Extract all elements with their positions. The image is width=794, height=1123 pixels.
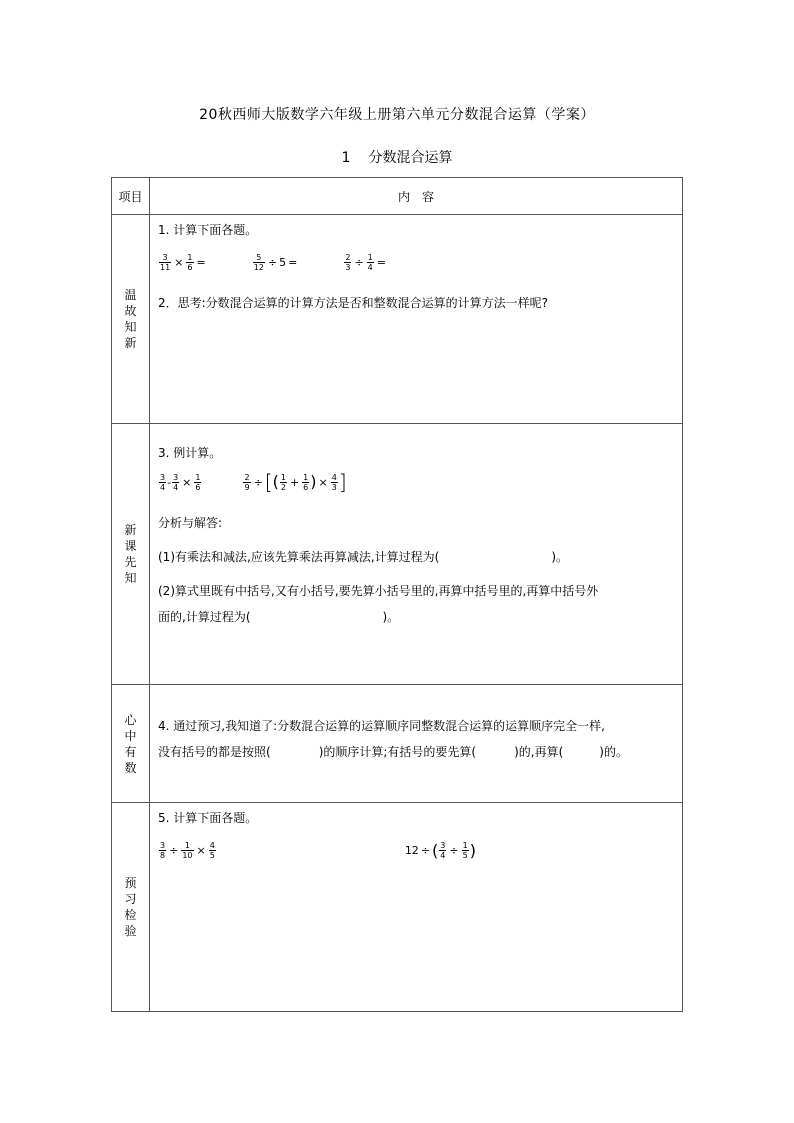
label-new: 新课先知: [124, 523, 137, 585]
page-title: 20秋西师大版数学六年级上册第六单元分数混合运算（学案）: [199, 107, 595, 123]
question-3: 3. 例计算。: [158, 446, 222, 460]
fraction: $\frac{1}{6}$: [187, 253, 193, 272]
section-check: [112, 803, 683, 1012]
fraction: $\frac{2}{3}$: [345, 253, 351, 272]
question-5: 5. 计算下面各题。: [158, 811, 258, 825]
review-expressions: $\frac{3}{11}$ × $\frac{1}{6}$ = $\frac{5}{12}$ ÷ 5 = $\frac{2}{3}$ ÷ $\frac{1}{4}$ =: [160, 253, 386, 272]
subtitle-text: 分数混合运算: [368, 150, 453, 166]
header-content: 内 容: [150, 178, 683, 215]
analysis-point-2-cont: 面的,计算过程为( )。: [158, 610, 400, 624]
label-mind: 心中有数: [124, 712, 137, 775]
header-project: 项目: [112, 178, 150, 215]
fraction: $\frac{3}{11}$: [160, 253, 171, 272]
subtitle-number: 1: [341, 150, 351, 166]
section-mind: [112, 685, 683, 803]
label-review: 温故知新: [124, 288, 137, 350]
fraction: $\frac{5}{12}$: [253, 253, 264, 272]
section-new: [112, 424, 683, 685]
question-4-cont: 没有括号的都是按照( )的顺序计算;有括号的要先算( )的,再算( )的。: [158, 745, 628, 759]
question-2: 2．思考:分数混合运算的计算方法是否和整数混合运算的计算方法一样呢?: [158, 296, 549, 310]
section-review: [112, 215, 683, 424]
page-subtitle: [0, 147, 794, 167]
analysis-point-1: (1)有乘法和减法,应该先算乘法再算减法,计算过程为( )。: [158, 550, 568, 564]
check-expressions: $\frac{3}{8}$ ÷ $\frac{1}{10}$ × $\frac{4}{5}$ 12 ÷ ( $\frac{3}{4}$ ÷ $\frac{1}{5}$ ): [160, 840, 476, 860]
question-4: 4. 通过预习,我知道了:分数混合运算的运算顺序同整数混合运算的运算顺序完全一样,: [158, 719, 605, 733]
analysis-point-2: (2)算式里既有中括号,又有小括号,要先算小括号里的,再算中括号里的,再算中括号外: [158, 584, 599, 598]
fraction: $\frac{1}{4}$: [367, 253, 373, 272]
label-check: 预习检验: [124, 876, 137, 938]
worksheet-table: [111, 177, 683, 1012]
question-1: 1. 计算下面各题。: [158, 223, 258, 237]
analysis-heading: 分析与解答:: [158, 516, 223, 530]
example-expressions: $\frac{3}{4}$ - $\frac{3}{4}$ × $\frac{1}{6}$ $\frac{2}{9}$ ÷ [ ( $\frac{1}{2}$ + $\frac{1}{6}$ ) × $\frac{4}{3}$ ]: [160, 470, 347, 494]
